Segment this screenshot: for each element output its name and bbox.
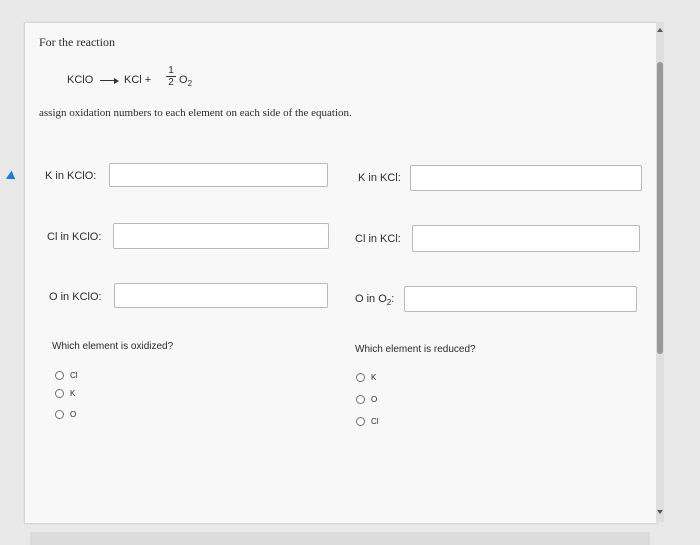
reaction-equation	[67, 63, 267, 97]
intro-text: For the reaction	[39, 35, 115, 49]
label-k-in-kcl: K in KCl:	[358, 172, 401, 184]
equation-product: KCl +	[124, 74, 152, 86]
input-k-in-kclo[interactable]	[109, 163, 328, 187]
scrollbar-thumb[interactable]	[657, 62, 663, 354]
equation-fraction	[166, 65, 176, 88]
oxidized-option-o[interactable]	[55, 410, 76, 419]
input-cl-in-kclo[interactable]	[113, 223, 329, 249]
input-cl-in-kcl[interactable]	[412, 225, 640, 252]
option-label: O	[70, 410, 77, 419]
option-label: O	[371, 395, 378, 404]
label-o-in-kclo: O in KClO:	[49, 291, 102, 303]
fraction-numerator: 1	[166, 65, 176, 77]
oxygen-subscript: 2	[187, 79, 193, 89]
label-cl-in-kclo: Cl in KClO:	[47, 231, 102, 243]
reduced-option-k[interactable]	[356, 373, 376, 382]
question-reduced: Which element is reduced?	[355, 344, 476, 355]
vertical-scrollbar[interactable]	[656, 22, 664, 522]
fraction-denominator: 2	[168, 77, 174, 88]
input-o-in-kclo[interactable]	[114, 283, 328, 308]
label-k-in-kclo: K in KClO:	[45, 170, 97, 182]
radio-icon[interactable]	[356, 417, 365, 426]
label-o-in-o2	[355, 293, 394, 307]
bottom-toolbar	[30, 532, 650, 545]
scroll-down-icon[interactable]	[657, 510, 663, 514]
question-panel	[24, 22, 658, 524]
question-oxidized: Which element is oxidized?	[52, 341, 174, 352]
oxygen-symbol: O	[179, 74, 188, 86]
radio-icon[interactable]	[356, 373, 365, 382]
reduced-option-cl[interactable]	[356, 417, 379, 426]
oxidized-option-k[interactable]	[55, 389, 75, 398]
label-o-in-o2-subscript: 2	[386, 298, 392, 308]
label-cl-in-kcl: Cl in KCl:	[355, 233, 401, 245]
label-o-in-o2-prefix: O in O	[355, 293, 387, 305]
label-o-in-o2-suffix: :	[391, 293, 395, 305]
option-label: K	[371, 373, 377, 382]
option-label: K	[70, 389, 76, 398]
radio-icon[interactable]	[55, 371, 64, 380]
input-k-in-kcl[interactable]	[410, 165, 642, 191]
instruction-text: assign oxidation numbers to each element on each side of the equation.	[39, 107, 352, 119]
option-label: Cl	[70, 371, 78, 380]
option-label: Cl	[371, 417, 379, 426]
scroll-up-icon[interactable]	[657, 28, 663, 32]
mouse-cursor-icon	[6, 171, 18, 184]
radio-icon[interactable]	[55, 410, 64, 419]
equation-oxygen	[179, 74, 192, 88]
input-o-in-o2[interactable]	[404, 286, 637, 312]
radio-icon[interactable]	[55, 389, 64, 398]
radio-icon[interactable]	[356, 395, 365, 404]
oxidized-option-cl[interactable]	[55, 371, 78, 380]
equation-reactant: KClO	[67, 74, 94, 86]
reduced-option-o[interactable]	[356, 395, 377, 404]
